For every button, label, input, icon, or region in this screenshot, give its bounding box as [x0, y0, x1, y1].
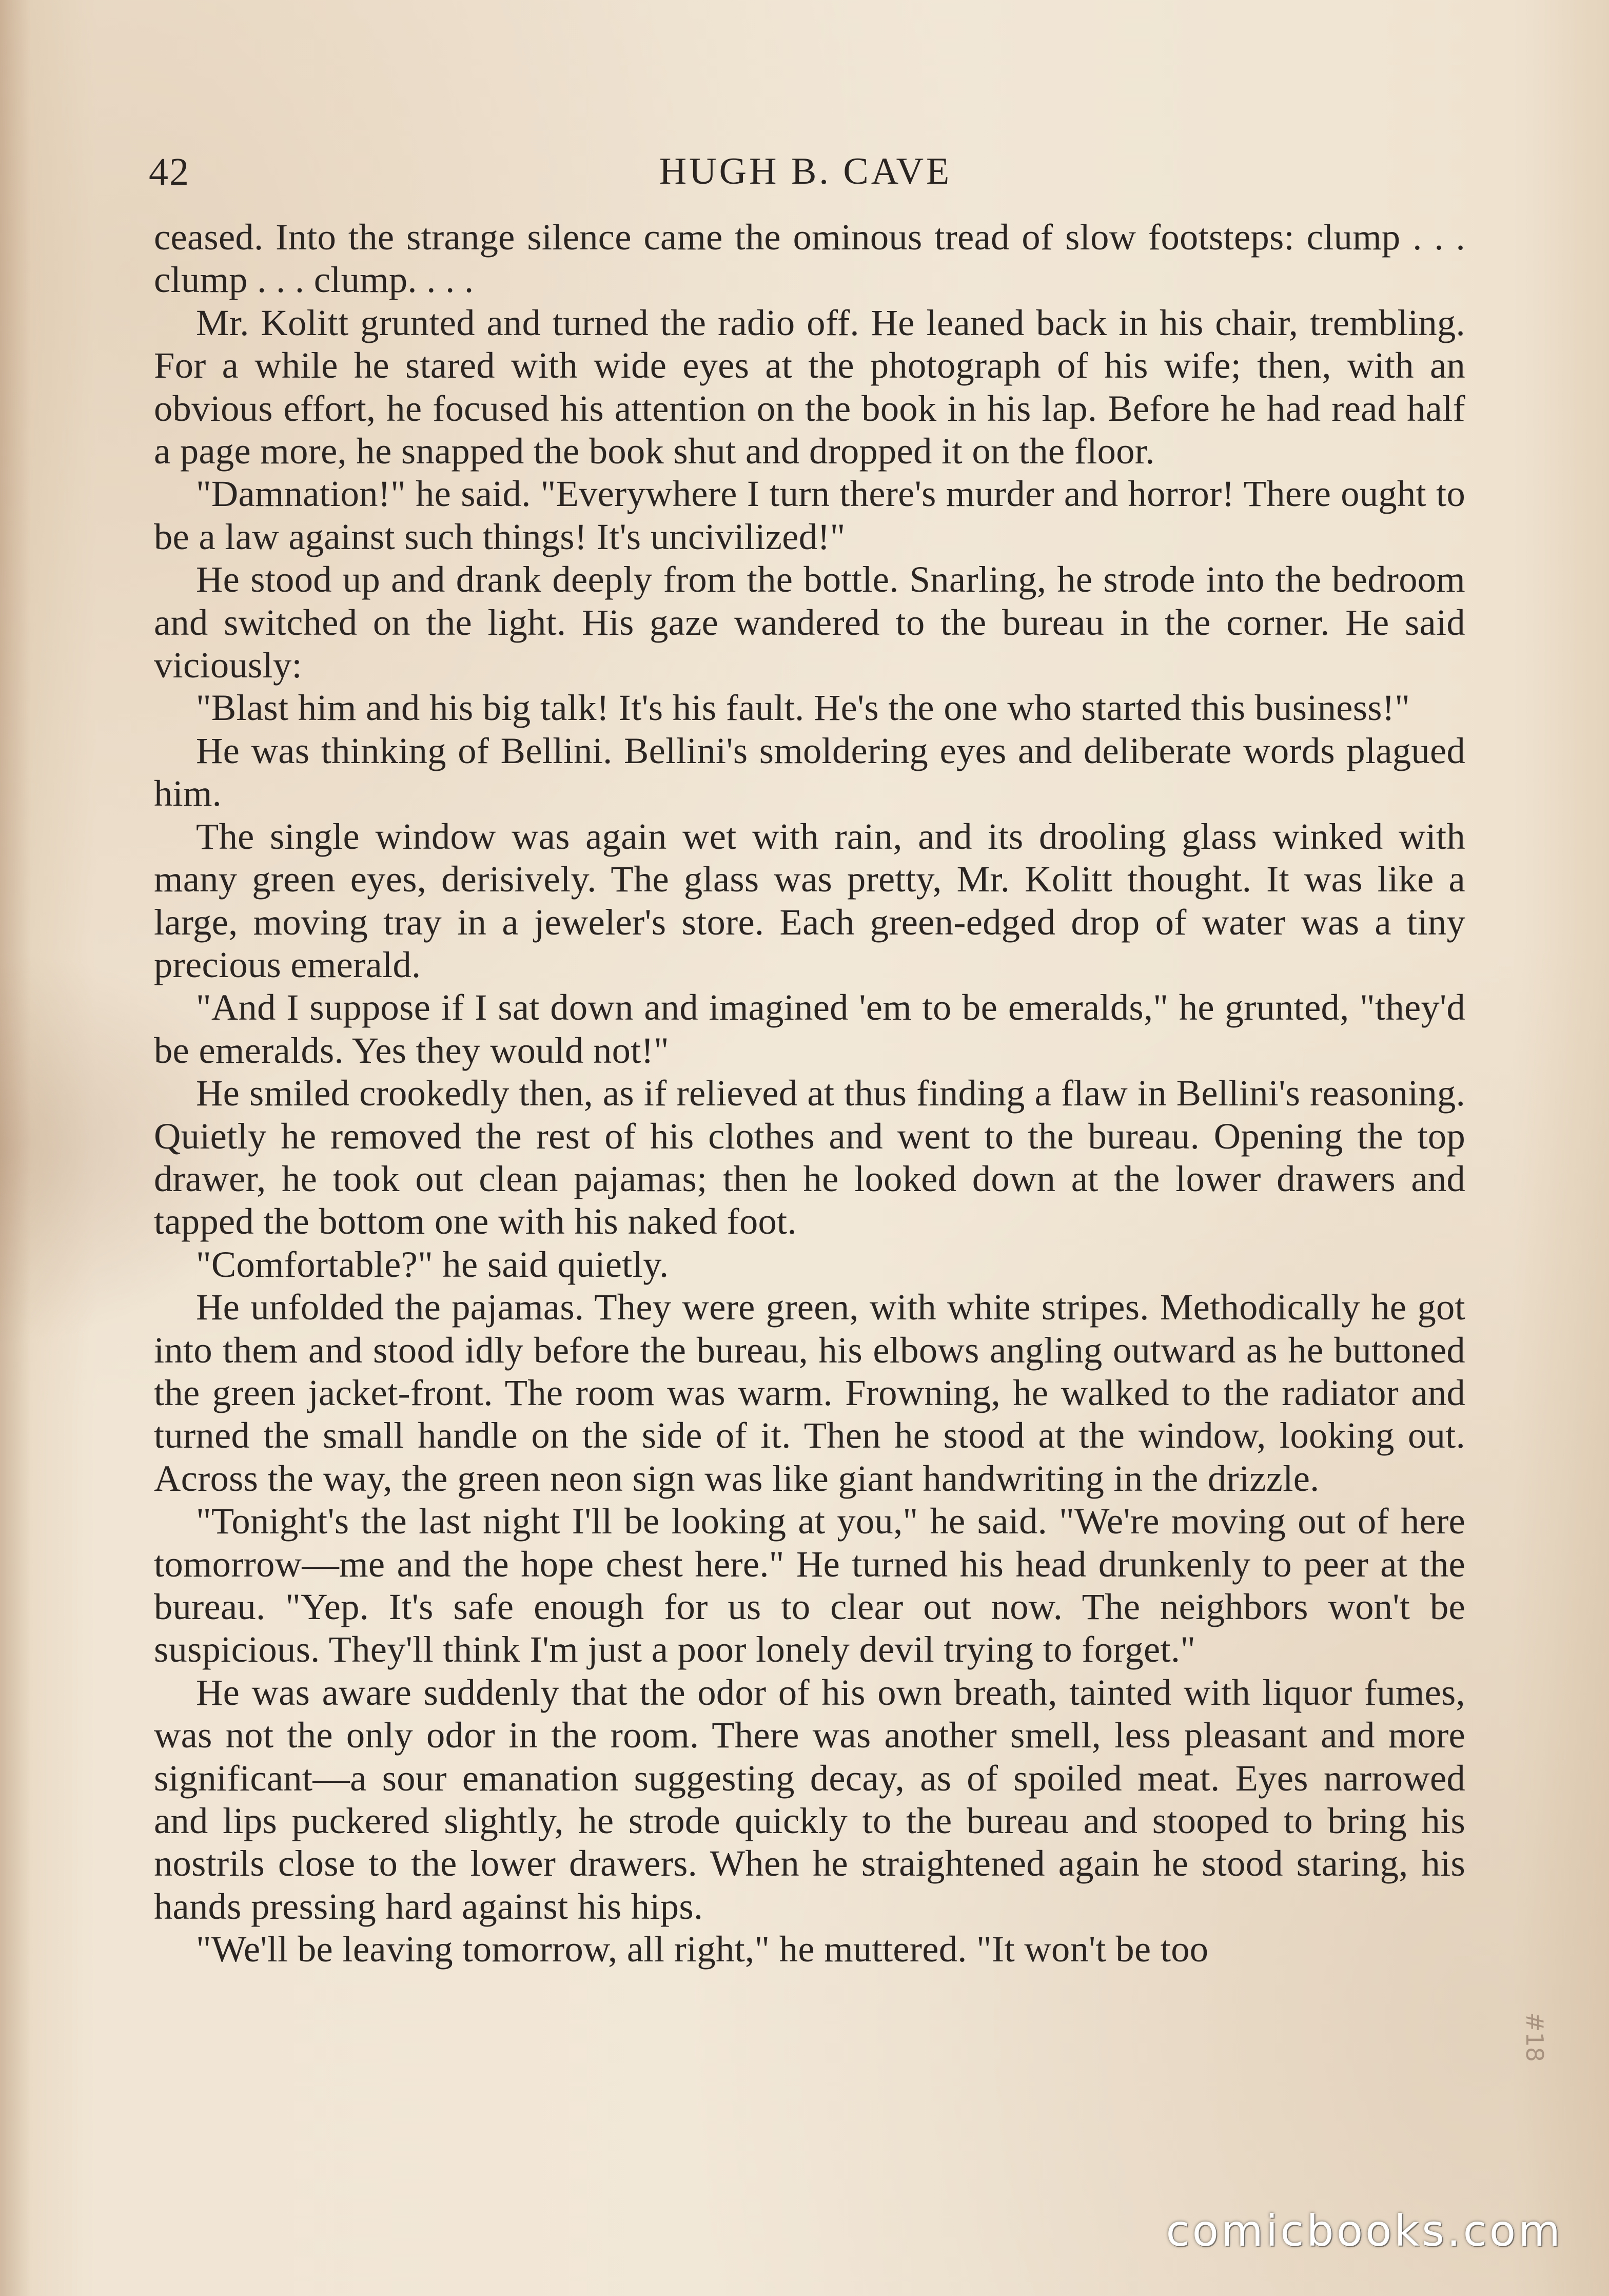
paragraph: "Blast him and his big talk! It's his fault. He's the one who started this business!" — [196, 687, 1410, 729]
paragraph: He was thinking of Bellini. Bellini's smoldering eyes and deliberate words plagued him. — [154, 729, 1465, 814]
margin-pencil-note: #18 — [1521, 2012, 1548, 2062]
page-header — [149, 150, 1462, 201]
paragraph: "Comfortable?" he said quietly. — [196, 1243, 669, 1285]
body-text — [154, 216, 1465, 1971]
paragraph: The single window was again wet with rain, and its drooling glass winked with many green eyes, derisively. The glass was pretty, Mr. Kolitt thought. It was like a large, moving tray in a jeweler's store. Each green-edged drop of water was a tiny precious emerald. — [154, 815, 1465, 985]
watermark: comicbooks.com — [1166, 2206, 1563, 2256]
paragraph: He unfolded the pajamas. They were green, with white stripes. Methodically he got into them and stood idly before the bureau, his elbows angling outward as he buttoned the green jacket-front. The room was warm. Frowning, he walked to the radiator and turned the small handle on the side of it. Then he stood at the window, looking out. Across the way, the green neon sign was like giant handwriting in the drizzle. — [154, 1286, 1465, 1499]
paragraph: He stood up and drank deeply from the bottle. Snarling, he strode into the bedroom and switched on the light. His gaze wandered to the bureau in the corner. He said viciously: — [154, 558, 1465, 686]
paragraph: "And I suppose if I sat down and imagined 'em to be emeralds," he grunted, "they'd be emeralds. Yes they would not!" — [154, 986, 1465, 1071]
paragraph: "Tonight's the last night I'll be looking at you," he said. "We're moving out of here tomorrow—me and the hope chest here." He turned his head drunkenly to peer at the bureau. "Yep. It's safe enough for us to clear out now. The neighbors won't be suspicious. They'll think I'm just a poor lonely devil trying to forget." — [154, 1500, 1465, 1670]
paragraph: "Damnation!" he said. "Everywhere I turn there's murder and horror! There ought to be a law against such things! It's uncivilized!" — [154, 473, 1465, 557]
page-edge-stain — [0, 0, 31, 2296]
page-number: 42 — [149, 150, 190, 193]
running-head: HUGH B. CAVE — [659, 150, 952, 192]
paragraph: ceased. Into the strange silence came the ominous tread of slow footsteps: clump . . . clump . . . clump. . . . — [154, 216, 1465, 301]
paragraph: "We'll be leaving tomorrow, all right," he muttered. "It won't be too — [196, 1928, 1209, 1970]
paragraph: Mr. Kolitt grunted and turned the radio off. He leaned back in his chair, trembling. For a while he stared with wide eyes at the photograph of his wife; then, with an obvious effort, he focused his attention on the book in his lap. Before he had read half a page more, he snapped the book shut and dropped it on the floor. — [154, 301, 1465, 472]
paragraph: He was aware suddenly that the odor of his own breath, tainted with liquor fumes, was not the only odor in the room. There was another smell, less pleasant and more significant—a sour emanation suggesting decay, as of spoiled meat. Eyes narrowed and lips puckered slightly, he strode quickly to the bureau and stooped to bring his nostrils close to the lower drawers. When he straightened again he stood staring, his hands pressing hard against his hips. — [154, 1671, 1465, 1927]
paragraph: He smiled crookedly then, as if relieved at thus finding a flaw in Bellini's reasoning. Quietly he removed the rest of his clothes and went to the bureau. Opening the top drawer, he took out clean pajamas; then he looked down at the lower drawers and tapped the bottom one with his naked foot. — [154, 1072, 1465, 1242]
